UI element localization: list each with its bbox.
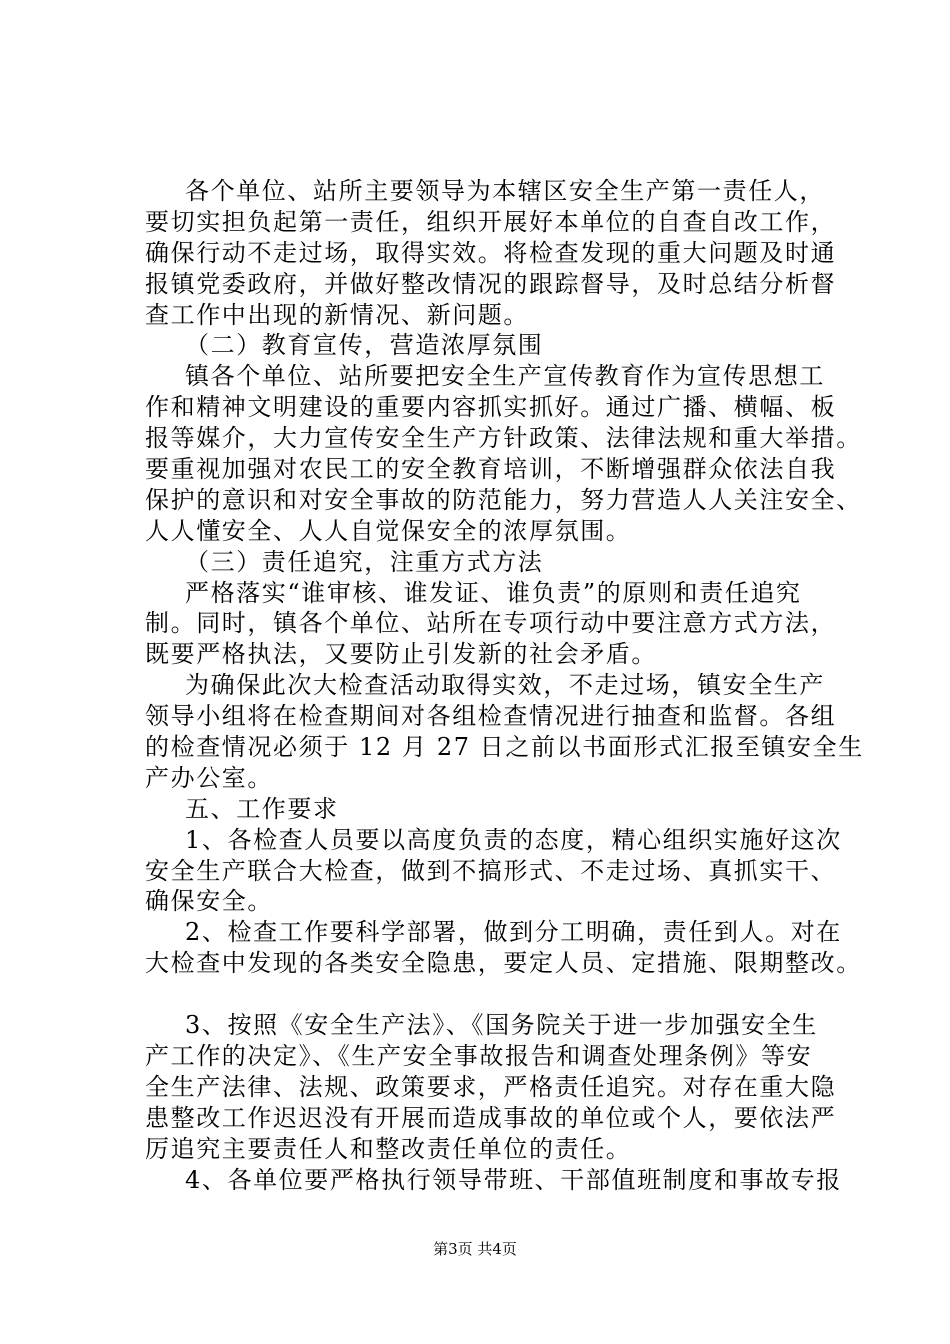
text-line: 人人懂安全、人人自觉保安全的浓厚氛围。 xyxy=(145,516,632,545)
text-line: 产办公室。 xyxy=(145,763,273,792)
text-line: 大检查中发现的各类安全隐患，要定人员、定措施、限期整改。 xyxy=(145,949,862,978)
text-line: 确保行动不走过场，取得实效。将检查发现的重大问题及时通 xyxy=(145,238,837,267)
text-line: 既要严格执法，又要防止引发新的社会矛盾。 xyxy=(145,640,657,669)
text-line: 的检查情况必须于 12 月 27 日之前以书面形式汇报至镇安全生 xyxy=(145,733,864,762)
text-line: 领导小组将在检查期间对各组检查情况进行抽查和监督。各组 xyxy=(145,702,837,731)
text-line: 作和精神文明建设的重要内容抓实抓好。通过广播、横幅、板 xyxy=(145,393,837,422)
section-heading: （二）教育宣传，营造浓厚氛围 xyxy=(185,331,544,360)
text-line: 镇各个单位、站所要把安全生产宣传教育作为宣传思想工 xyxy=(185,362,825,391)
text-line: 保护的意识和对安全事故的防范能力，努力营造人人关注安全、 xyxy=(145,485,862,514)
section-heading: （三）责任追究，注重方式方法 xyxy=(185,547,544,576)
paragraph-gap xyxy=(145,979,835,1010)
text-line: 各个单位、站所主要领导为本辖区安全生产第一责任人， xyxy=(185,177,825,205)
section-heading: 五、工作要求 xyxy=(185,794,339,823)
document-body xyxy=(145,176,864,1195)
text-line: 全生产法律、法规、政策要求，严格责任追究。对存在重大隐 xyxy=(145,1072,837,1101)
text-line: 患整改工作迟迟没有开展而造成事故的单位或个人，要依法严 xyxy=(145,1103,837,1132)
text-line: 产工作的决定》、《生产安全事故报告和调查处理条例》等安 xyxy=(145,1041,813,1070)
text-line: 报等媒介，大力宣传安全生产方针政策、法律法规和重大举措。 xyxy=(145,424,862,453)
text-line: 4、各单位要严格执行领导带班、干部值班制度和事故专报 xyxy=(185,1165,842,1194)
text-line: 3、按照《安全生产法》、《国务院关于进一步加强安全生 xyxy=(185,1011,818,1040)
text-line: 报镇党委政府，并做好整改情况的跟踪督导，及时总结分析督 xyxy=(145,269,837,298)
text-line: 要重视加强对农民工的安全教育培训，不断增强群众依法自我 xyxy=(145,455,837,484)
text-line: 1、各检查人员要以高度负责的态度，精心组织实施好这次 xyxy=(185,825,842,854)
text-line: 安全生产联合大检查，做到不搞形式、不走过场、真抓实干、 xyxy=(145,856,837,885)
text-line: 要切实担负起第一责任，组织开展好本单位的自查自改工作， xyxy=(145,207,837,236)
text-line: 制。同时，镇各个单位、站所在专项行动中要注意方式方法， xyxy=(145,609,837,638)
page-number-footer: 第3页 共4页 xyxy=(433,1240,517,1258)
text-line: 查工作中出现的新情况、新问题。 xyxy=(145,300,529,329)
text-line: 厉追究主要责任人和整改责任单位的责任。 xyxy=(145,1134,632,1163)
text-line: 严格落实“谁审核、谁发证、谁负责”的原则和责任追究 xyxy=(185,578,802,607)
text-line: 2、检查工作要科学部署，做到分工明确，责任到人。对在 xyxy=(185,918,842,947)
text-line: 确保安全。 xyxy=(145,887,273,916)
text-line: 为确保此次大检查活动取得实效，不走过场，镇安全生产 xyxy=(185,671,825,700)
